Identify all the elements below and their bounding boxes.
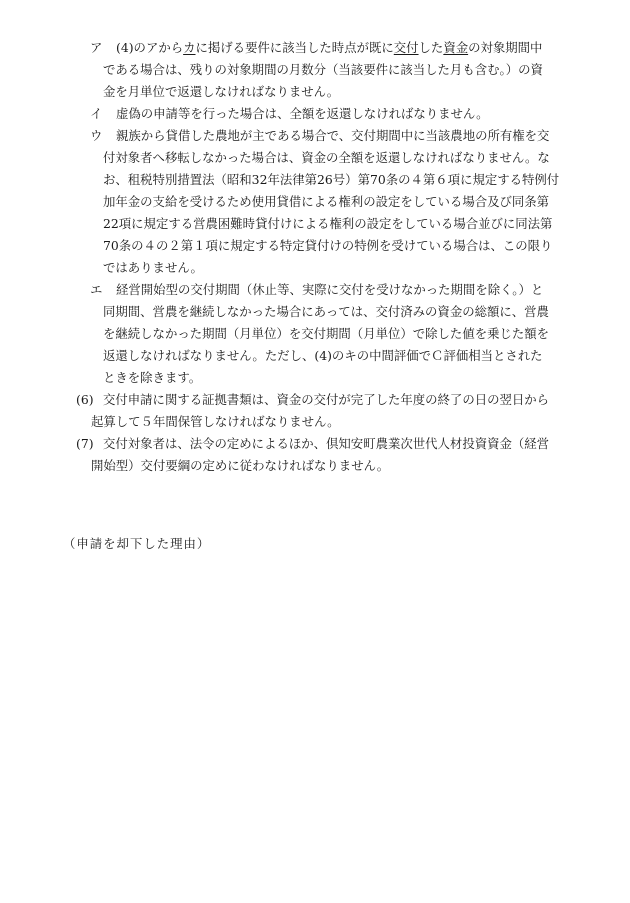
item-e-mark: エ xyxy=(90,282,103,297)
paragraph-7-line-2: 開始型）交付要綱の定めに従わなければなりません。 xyxy=(91,458,390,473)
paragraph-6-line-1: 交付申請に関する証拠書類は、資金の交付が完了した年度の終了の日の翌日から xyxy=(103,392,550,407)
item-u-line-4: 加年金の支給を受けるため使用貸借による権利の設定をしている場合及び同条第 xyxy=(103,194,550,209)
item-u-mark: ウ xyxy=(90,128,103,143)
item-i-mark: イ xyxy=(90,106,103,121)
item-e-line-1: 経営開始型の交付期間（休止等、実際に交付を受けなかった期間を除く。）と xyxy=(116,282,544,297)
item-u-line-1: 親族から貸借した農地が主である場合で、交付期間中に当該農地の所有権を交 xyxy=(116,128,550,143)
item-e-line-5: ときを除きます。 xyxy=(103,370,202,385)
item-u-line-6: 70条の４の２第１項に規定する特定貸付けの特例を受けている場合は、この限り xyxy=(103,238,553,253)
item-a-mark: ア xyxy=(90,40,103,55)
item-i-line-1: 虚偽の申請等を行った場合は、全額を返還しなければなりません。 xyxy=(116,106,489,121)
item-u-line-5: 22項に規定する営農困難時貸付けによる権利の設定をしている場合並びに同法第 xyxy=(103,216,553,231)
rejection-reason-heading: （申請を却下した理由） xyxy=(63,536,211,551)
item-e-line-4: 返還しなければなりません。ただし、(4)のキの中間評価でＣ評価相当とされた xyxy=(103,348,543,363)
item-a-line-1: (4)のアからカに掲げる要件に該当した時点が既に交付した資金の対象期間中 xyxy=(116,40,543,55)
item-a-line-2: である場合は、残りの対象期間の月数分（当該要件に該当した月も含む。）の資 xyxy=(103,62,543,77)
paragraph-6-mark: (6) xyxy=(76,392,94,407)
item-e-line-3: を継続しなかった期間（月単位）を交付期間（月単位）で除した値を乗じた額を xyxy=(103,326,550,341)
item-e-line-2: 同期間、営農を継続しなかった場合にあっては、交付済みの資金の総額に、営農 xyxy=(103,304,549,319)
paragraph-6-line-2: 起算して５年間保管しなければなりません。 xyxy=(91,414,340,429)
paragraph-7-mark: (7) xyxy=(76,436,94,451)
item-a-line-3: 金を月単位で返還しなければなりません。 xyxy=(103,84,340,99)
paragraph-7-line-1: 交付対象者は、法令の定めによるほか、倶知安町農業次世代人材投資資金（経営 xyxy=(103,436,550,451)
item-u-line-7: ではありません。 xyxy=(103,260,203,275)
item-u-line-2: 付対象者へ移転しなかった場合は、資金の全額を返還しなければなりません。な xyxy=(103,150,550,165)
item-u-line-3: お、租税特別措置法（昭和32年法律第26号）第70条の４第６項に規定する特例付 xyxy=(103,172,560,187)
